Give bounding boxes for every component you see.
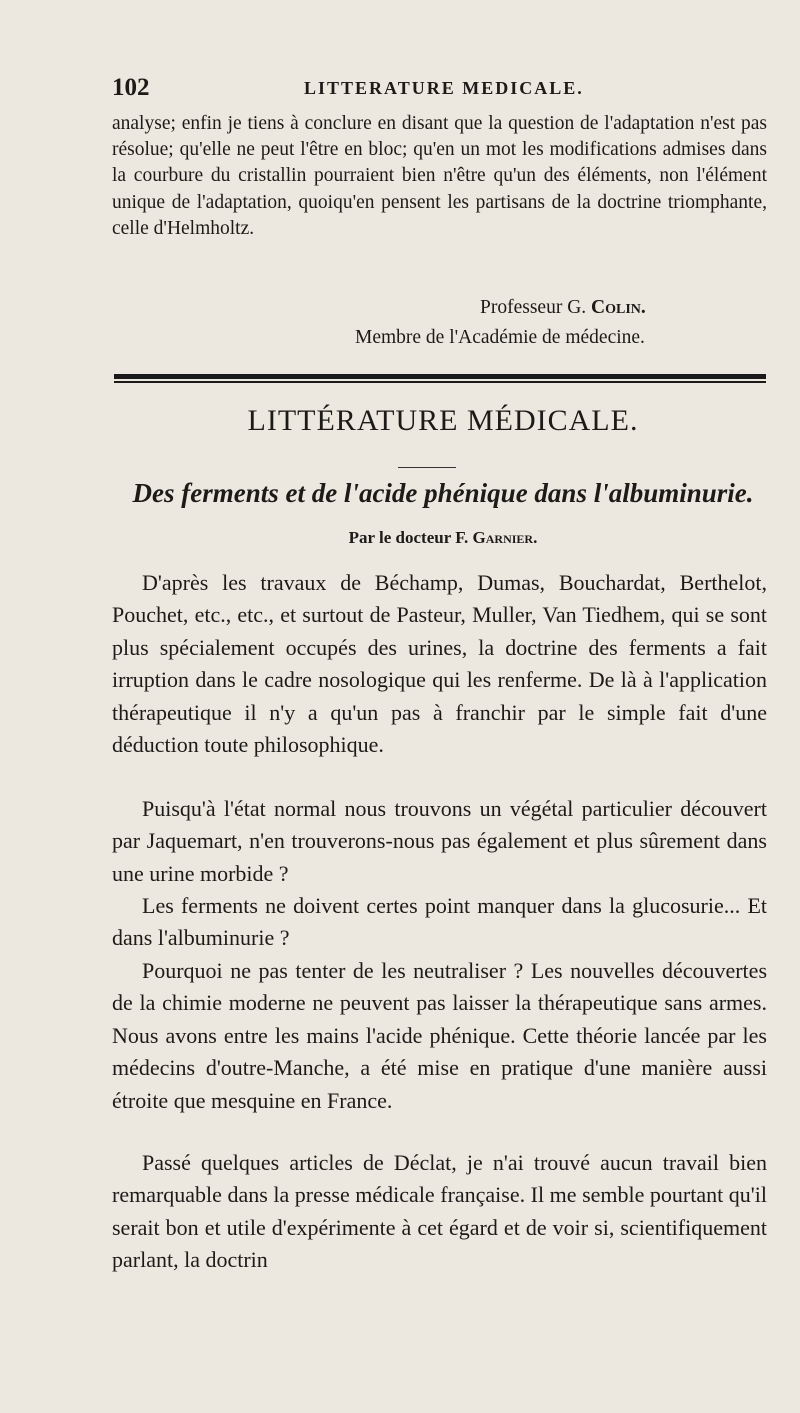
article-paragraph: D'après les travaux de Béchamp, Dumas, Bouchardat, Berthelot, Pouchet, etc., etc., et surtout de Pasteur, Muller, Van Tiedhem, qui se sont plus spécialement occupés des urines, la doctrine des ferments a fait irruption dans le cadre nosologique qui les renferme. De là à l'application thérapeutique il n'y a qu'un pas à franchir par le simple fait d'une déduction toute philosophique.: [112, 570, 767, 758]
running-title: LITTERATURE MEDICALE.: [304, 78, 584, 98]
article-byline: [112, 528, 774, 548]
article-paragraph: Passé quelques articles de Déclat, je n'ai trouvé aucun travail bien remarquable dans la presse médicale française. Il me semble pourtant qu'il serait bon et utile d'expérimente à cet égard et de voir si, scientifiquement parlant, la doctrin: [112, 1150, 767, 1273]
article-paragraph: Puisqu'à l'état normal nous trouvons un végétal particulier découvert par Jaquemart, n'en trouverons-nous pas également et plus sûrement dans une urine morbide ?: [112, 796, 767, 886]
article-paragraph: Pourquoi ne pas tenter de les neutraliser ? Les nouvelles découvertes de la chimie moderne ne peuvent pas laisser la thérapeutique sans armes. Nous avons entre les mains l'acide phénique. Cette théorie lancée par les médecins d'outre-Manche, a été mise en pratique d'une manière aussi étroite que mesquine en France.: [112, 958, 767, 1113]
signature-prefix: Professeur G.: [480, 297, 587, 318]
page-number: 102: [112, 74, 150, 101]
section-title: LITTÉRATURE MÉDICALE.: [247, 404, 639, 437]
signature-name: Colin.: [591, 297, 646, 318]
closing-paragraph: analyse; enfin je tiens à conclure en disant que la question de l'adaptation n'est pas résolue; qu'elle ne peut l'être en bloc; qu'en un mot les modifications admises dans la courbure du cristallin pourraient bien n'être qu'un des éléments, non l'élément unique de l'adaptation, quoiqu'en pensent les partisans de la doctrine triomphante, celle d'Helmholtz.: [112, 113, 767, 239]
signature-line: [480, 297, 646, 319]
byline-prefix: Par le docteur F.: [348, 528, 469, 547]
byline-author: Garnier.: [472, 528, 538, 547]
section-divider-thick: [114, 374, 766, 379]
title-divider: [398, 467, 456, 468]
page-header: [112, 74, 772, 104]
signature-role: Membre de l'Académie de médecine.: [355, 327, 645, 348]
article-paragraph: Les ferments ne doivent certes point manquer dans la glucosurie... Et dans l'albuminurie ?: [112, 893, 767, 951]
section-divider-thin: [114, 381, 766, 383]
article-title: Des ferments et de l'acide phénique dans l'albuminurie.: [132, 478, 754, 508]
